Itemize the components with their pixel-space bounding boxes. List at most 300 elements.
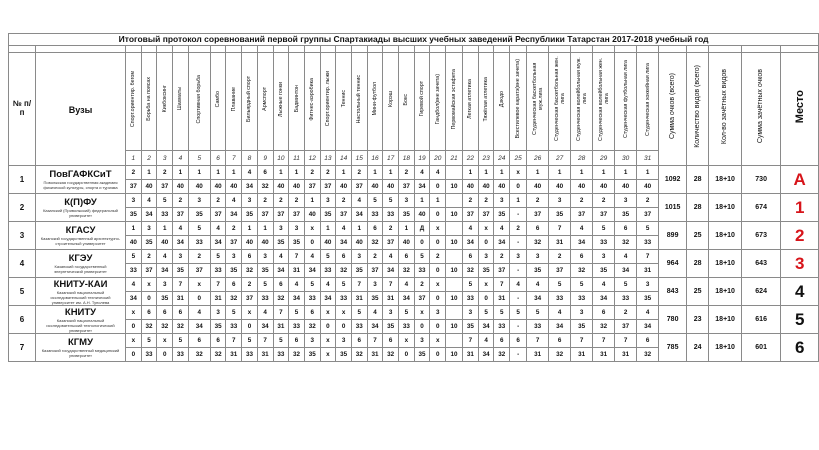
place-value: x <box>478 278 494 292</box>
points-value: 0 <box>430 292 446 306</box>
header-count-all <box>687 53 709 166</box>
place-value: 5 <box>157 194 173 208</box>
points-value: 34 <box>126 292 142 306</box>
place-value: 4 <box>273 250 289 264</box>
points-value: 34 <box>478 348 494 362</box>
points-value: 31 <box>463 348 479 362</box>
spacer-cell <box>687 46 709 53</box>
points-value: 0 <box>126 348 142 362</box>
place-value: 6 <box>510 334 527 348</box>
spacer-cell <box>257 46 273 53</box>
points-value: 35 <box>141 236 157 250</box>
points-value: 35 <box>336 348 352 362</box>
count-scored-value: 18+10 <box>709 222 742 250</box>
spacer-cell <box>126 46 142 53</box>
header-sport <box>289 53 305 151</box>
points-value: 40 <box>549 180 571 194</box>
points-value: 0 <box>478 236 494 250</box>
place-value: 7 <box>571 334 593 348</box>
place-value: 2 <box>510 222 527 236</box>
points-value: 31 <box>289 264 305 278</box>
place-value: x <box>430 334 446 348</box>
points-value: 37 <box>157 180 173 194</box>
column-number: 6 <box>210 151 226 166</box>
points-value: 34 <box>527 292 549 306</box>
points-value: 35 <box>414 348 430 362</box>
column-number: 30 <box>615 151 637 166</box>
points-value: 33 <box>210 264 226 278</box>
header-sport <box>141 53 157 151</box>
place-value: 4 <box>242 166 258 180</box>
points-value: 35 <box>494 208 510 222</box>
table-body <box>9 166 819 362</box>
spacer-row <box>9 46 819 53</box>
spacer-cell <box>781 46 819 53</box>
sport-name: Кикбоксинг <box>161 85 168 113</box>
place-value: 3 <box>188 194 210 208</box>
place-value: 4 <box>414 166 430 180</box>
sum-scored-value: 616 <box>742 306 781 334</box>
points-value: 37 <box>463 208 479 222</box>
university-cell <box>36 250 126 278</box>
place-value: 4 <box>336 222 352 236</box>
sport-name: Мини-футбол <box>371 82 378 116</box>
column-number: 28 <box>571 151 593 166</box>
place-value: 7 <box>226 334 242 348</box>
points-value: 35 <box>304 348 320 362</box>
place-value: 6 <box>637 334 659 348</box>
points-value: 37 <box>273 208 289 222</box>
place-value: 7 <box>637 250 659 264</box>
university-short-name: К(П)ФУ <box>64 197 97 208</box>
place-value: 2 <box>615 306 637 320</box>
points-value: 0 <box>157 348 173 362</box>
header-sport <box>242 53 258 151</box>
place-value: 6 <box>336 250 352 264</box>
points-value: 32 <box>399 264 415 278</box>
points-value: 37 <box>173 208 189 222</box>
place-value: x <box>157 334 173 348</box>
place-value: 2 <box>351 166 367 180</box>
sport-name: Спорт.ориентир. бегом <box>130 70 137 128</box>
sport-name: Плавание <box>230 86 237 112</box>
points-value: 34 <box>463 236 479 250</box>
sport-name: Студенческая баскетбольная жен. лига <box>553 56 566 142</box>
place-value: 4 <box>549 306 571 320</box>
points-value: 40 <box>571 180 593 194</box>
row-index: 7 <box>9 334 36 362</box>
place-value: 3 <box>549 194 571 208</box>
points-value: 37 <box>478 208 494 222</box>
points-value: 37 <box>304 180 320 194</box>
place-value: x <box>188 278 210 292</box>
points-value: 37 <box>637 208 659 222</box>
points-value: 40 <box>173 180 189 194</box>
spacer-cell <box>414 46 430 53</box>
place-value: 5 <box>637 222 659 236</box>
points-value: 32 <box>494 348 510 362</box>
header-sum-scored <box>742 53 781 166</box>
header-sport <box>399 53 415 151</box>
sport-name: Всестилевое каратэ(вне зачета) <box>515 59 522 139</box>
points-value: 34 <box>210 236 226 250</box>
spacer-cell <box>463 46 479 53</box>
column-number: 15 <box>351 151 367 166</box>
place-value: 3 <box>257 250 273 264</box>
place-value: 6 <box>257 166 273 180</box>
place-value: 1 <box>289 166 305 180</box>
points-value: 35 <box>383 320 399 334</box>
place-value: 3 <box>320 194 336 208</box>
points-value: 33 <box>173 348 189 362</box>
sport-name: Студенческая баскетбольная муж.лига <box>531 62 544 136</box>
points-value: 40 <box>494 180 510 194</box>
points-value: 35 <box>226 264 242 278</box>
place-value: 4 <box>210 222 226 236</box>
place-value: 1 <box>257 222 273 236</box>
column-number: 9 <box>257 151 273 166</box>
sport-name: Студенческая волейбольная муж. лига <box>575 57 588 141</box>
points-value: 37 <box>188 264 210 278</box>
place-value: 4 <box>637 306 659 320</box>
spacer-cell <box>430 46 446 53</box>
spacer-cell <box>304 46 320 53</box>
place-value: 5 <box>383 194 399 208</box>
sport-name: Борьба на поясах <box>146 77 153 121</box>
points-value: 40 <box>414 208 430 222</box>
points-value: 37 <box>226 236 242 250</box>
points-value: 31 <box>210 292 226 306</box>
points-value: 33 <box>414 264 430 278</box>
points-value: 10 <box>446 180 463 194</box>
place-value: 3 <box>289 222 305 236</box>
points-value: 34 <box>399 292 415 306</box>
column-number: 8 <box>242 151 258 166</box>
final-place: 6 <box>781 334 819 362</box>
spacer-cell <box>478 46 494 53</box>
points-value: 32 <box>351 348 367 362</box>
place-value: 6 <box>399 250 415 264</box>
header-nn-label: № п/п <box>12 98 32 117</box>
spacer-cell <box>399 46 415 53</box>
points-value: 40 <box>463 180 479 194</box>
sport-name: Фитнес-аэробика <box>309 77 316 121</box>
university-short-name: КГАСУ <box>65 225 96 236</box>
place-value: 3 <box>210 306 226 320</box>
column-number: 5 <box>188 151 210 166</box>
points-value: 33 <box>320 264 336 278</box>
points-value: 40 <box>289 180 305 194</box>
header-sport <box>273 53 289 151</box>
points-value: 34 <box>141 208 157 222</box>
spacer-cell <box>615 46 637 53</box>
points-value: - <box>510 208 527 222</box>
place-value: 2 <box>289 194 305 208</box>
table-row <box>9 306 819 320</box>
place-value: x <box>430 222 446 236</box>
final-place: 4 <box>781 278 819 306</box>
column-number: 21 <box>446 151 463 166</box>
place-value: 6 <box>463 250 479 264</box>
place-value: 4 <box>173 222 189 236</box>
place-value: 1 <box>430 194 446 208</box>
place-value: 1 <box>478 166 494 180</box>
place-value: x <box>141 278 157 292</box>
place-value: x <box>320 334 336 348</box>
sport-name: Гандбол(вне зачета) <box>434 73 441 125</box>
place-value: 1 <box>126 222 142 236</box>
header-sport <box>414 53 430 151</box>
place-value: 1 <box>463 166 479 180</box>
column-number: 26 <box>527 151 549 166</box>
column-number: 1 <box>126 151 142 166</box>
points-value: 34 <box>637 320 659 334</box>
place-value: 1 <box>351 222 367 236</box>
university-cell <box>36 334 126 362</box>
sum-all-value: 780 <box>659 306 687 334</box>
points-value: 32 <box>157 320 173 334</box>
place-value: 2 <box>414 278 430 292</box>
sum-scored-value: 673 <box>742 222 781 250</box>
place-value: 2 <box>494 250 510 264</box>
points-value: 32 <box>173 320 189 334</box>
place-value: 1 <box>414 194 430 208</box>
points-value: 34 <box>571 236 593 250</box>
spacer-cell <box>9 46 36 53</box>
count-all-value: 28 <box>687 250 709 278</box>
table-row <box>9 334 819 348</box>
sport-name: Теннис <box>340 90 347 108</box>
column-number: 29 <box>593 151 615 166</box>
place-value: 5 <box>351 306 367 320</box>
place-value: 2 <box>257 194 273 208</box>
count-scored-value: 18+10 <box>709 278 742 306</box>
place-value: 2 <box>463 194 479 208</box>
points-value: 32 <box>637 348 659 362</box>
place-value: 4 <box>304 250 320 264</box>
points-value: 37 <box>320 180 336 194</box>
header-sport <box>527 53 549 151</box>
place-value: 2 <box>593 194 615 208</box>
place-value: 5 <box>304 278 320 292</box>
points-value: 31 <box>615 348 637 362</box>
place-value: 4 <box>383 250 399 264</box>
points-value: 0 <box>336 320 352 334</box>
place-value: 6 <box>210 334 226 348</box>
header-sport <box>226 53 242 151</box>
points-value: 34 <box>173 236 189 250</box>
place-value: 6 <box>273 278 289 292</box>
place-value: 3 <box>304 334 320 348</box>
place-value: 7 <box>289 250 305 264</box>
points-value: - <box>510 320 527 334</box>
points-value: 0 <box>399 348 415 362</box>
place-value: 6 <box>304 306 320 320</box>
place-value: 3 <box>351 250 367 264</box>
place-value: 3 <box>414 334 430 348</box>
sport-name: Бадминтон <box>293 85 300 113</box>
place-value: x <box>430 278 446 292</box>
place-value: 3 <box>157 278 173 292</box>
place-value: 3 <box>478 250 494 264</box>
points-value: 32 <box>188 348 210 362</box>
place-value: 2 <box>383 222 399 236</box>
place-value: 5 <box>615 278 637 292</box>
place-value: 6 <box>351 334 367 348</box>
points-value: 32 <box>336 264 352 278</box>
place-value: 1 <box>494 166 510 180</box>
place-value: 1 <box>383 166 399 180</box>
header-sport <box>304 53 320 151</box>
points-value: 40 <box>527 180 549 194</box>
place-value: 2 <box>273 194 289 208</box>
place-value: 7 <box>463 334 479 348</box>
place-value: 1 <box>210 166 226 180</box>
points-value: 0 <box>414 320 430 334</box>
points-value: 37 <box>399 180 415 194</box>
header-sport <box>446 53 463 151</box>
points-value: 33 <box>336 292 352 306</box>
place-value: 5 <box>188 222 210 236</box>
place-value: 2 <box>478 194 494 208</box>
place-value: 7 <box>257 334 273 348</box>
place-value: 3 <box>273 222 289 236</box>
place-value: 2 <box>141 250 157 264</box>
points-value: 33 <box>494 320 510 334</box>
place-value: 7 <box>351 278 367 292</box>
place-value: 4 <box>494 222 510 236</box>
points-value: 32 <box>549 348 571 362</box>
points-value: 10 <box>446 264 463 278</box>
header-sport <box>351 53 367 151</box>
header-sport <box>430 53 446 151</box>
points-value: 10 <box>446 236 463 250</box>
place-value: 2 <box>430 250 446 264</box>
points-value: 35 <box>289 236 305 250</box>
place-value: 1 <box>593 166 615 180</box>
points-value: 34 <box>273 264 289 278</box>
place-value: 1 <box>141 166 157 180</box>
place-value: 3 <box>615 194 637 208</box>
row-index: 4 <box>9 250 36 278</box>
points-value: 40 <box>126 236 142 250</box>
place-value: 1 <box>336 166 352 180</box>
place-value: 4 <box>571 222 593 236</box>
place-value: 3 <box>494 194 510 208</box>
points-value: 35 <box>273 236 289 250</box>
sum-all-value: 843 <box>659 278 687 306</box>
spacer-cell <box>637 46 659 53</box>
count-scored-value: 18+10 <box>709 166 742 194</box>
place-value: 3 <box>527 250 549 264</box>
place-value: 5 <box>210 250 226 264</box>
university-full-name: Казанский национальный исследовательский технический университет им. А.Н. Туполева <box>50 289 111 305</box>
place-value <box>446 306 463 320</box>
points-value: 32 <box>304 320 320 334</box>
place-value: 5 <box>141 334 157 348</box>
points-value: 37 <box>571 208 593 222</box>
points-value: 37 <box>336 208 352 222</box>
points-value: 33 <box>351 320 367 334</box>
place-value: 3 <box>593 250 615 264</box>
university-full-name: Казанский государственный архитектурно-строительный университет <box>40 236 121 246</box>
place-value: 1 <box>304 194 320 208</box>
place-value: 1 <box>242 222 258 236</box>
place-value: 5 <box>242 334 258 348</box>
points-value: 35 <box>257 264 273 278</box>
header-sport <box>478 53 494 151</box>
place-value: 2 <box>242 278 258 292</box>
points-value: 35 <box>242 208 258 222</box>
place-value: 1 <box>173 166 189 180</box>
points-value: - <box>510 348 527 362</box>
place-value: 4 <box>510 278 527 292</box>
header-sport <box>367 53 383 151</box>
spacer-cell <box>571 46 593 53</box>
sum-all-value: 1015 <box>659 194 687 222</box>
points-value: 35 <box>478 264 494 278</box>
points-value: 0 <box>430 320 446 334</box>
column-number: 4 <box>173 151 189 166</box>
sport-name: Гиревой спорт <box>419 81 426 117</box>
place-value: 7 <box>273 306 289 320</box>
sport-name: Бокс <box>403 94 410 106</box>
place-value: 4 <box>320 278 336 292</box>
place-value: 1 <box>157 222 173 236</box>
points-value: 32 <box>242 264 258 278</box>
column-number: 18 <box>399 151 415 166</box>
place-value: 6 <box>615 222 637 236</box>
header-count-all-label: Количество видов (всего) <box>693 65 701 148</box>
points-value: 40 <box>226 180 242 194</box>
spacer-cell <box>446 46 463 53</box>
place-value: Д <box>414 222 430 236</box>
university-cell <box>36 278 126 306</box>
points-value: 40 <box>351 236 367 250</box>
points-value: 33 <box>188 236 210 250</box>
header-row <box>9 53 819 151</box>
points-value: 32 <box>289 348 305 362</box>
table-row <box>9 278 819 292</box>
final-place: 3 <box>781 250 819 278</box>
university-short-name: КГЭУ <box>68 253 93 264</box>
place-value: 5 <box>257 278 273 292</box>
place-value: 4 <box>615 250 637 264</box>
points-value: 40 <box>304 208 320 222</box>
header-sport <box>126 53 142 151</box>
final-place: 2 <box>781 222 819 250</box>
spacer-cell <box>527 46 549 53</box>
place-value: 3 <box>141 222 157 236</box>
points-value: 34 <box>351 208 367 222</box>
points-value: 35 <box>463 320 479 334</box>
points-value: 33 <box>304 292 320 306</box>
university-short-name: КГМУ <box>67 337 93 348</box>
header-sport <box>210 53 226 151</box>
header-place <box>781 53 819 166</box>
points-value: 34 <box>257 320 273 334</box>
header-sport <box>637 53 659 151</box>
column-number: 24 <box>494 151 510 166</box>
points-value: 33 <box>571 292 593 306</box>
column-number: 3 <box>157 151 173 166</box>
place-value: 5 <box>320 250 336 264</box>
points-value: 32 <box>141 320 157 334</box>
university-cell <box>36 194 126 222</box>
points-value: 35 <box>549 208 571 222</box>
points-value: 35 <box>593 264 615 278</box>
points-value: 37 <box>367 264 383 278</box>
